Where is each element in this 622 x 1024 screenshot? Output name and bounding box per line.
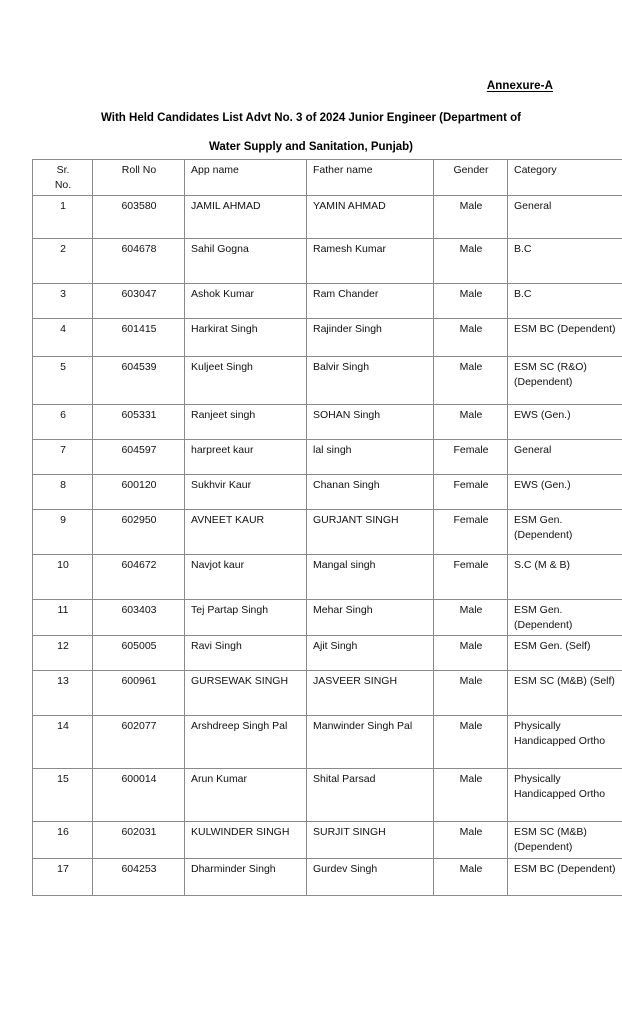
- cell-father-name: JASVEER SINGH: [307, 671, 434, 716]
- cell-sr-no: 11: [33, 600, 93, 636]
- cell-app-name: Sahil Gogna: [185, 239, 307, 284]
- cell-roll-no: 605005: [93, 636, 185, 671]
- cell-father-name: lal singh: [307, 440, 434, 475]
- table-header-row: [33, 160, 622, 196]
- cell-father-name: Ramesh Kumar: [307, 239, 434, 284]
- cell-sr-no: 3: [33, 284, 93, 319]
- cell-app-name: KULWINDER SINGH: [185, 822, 307, 859]
- cell-roll-no: 600014: [93, 769, 185, 822]
- cell-category: General: [508, 440, 622, 475]
- cell-sr-no: 2: [33, 239, 93, 284]
- table-row: [33, 239, 622, 284]
- annexure-label: Annexure-A: [486, 80, 553, 92]
- cell-roll-no: 604253: [93, 859, 185, 896]
- cell-gender: Female: [434, 475, 508, 510]
- column-header-app-name: App name: [185, 160, 307, 196]
- candidates-table: [32, 159, 622, 896]
- cell-father-name: YAMIN AHMAD: [307, 196, 434, 239]
- cell-father-name: Manwinder Singh Pal: [307, 716, 434, 769]
- cell-category: General: [508, 196, 622, 239]
- cell-app-name: Tej Partap Singh: [185, 600, 307, 636]
- cell-app-name: JAMIL AHMAD: [185, 196, 307, 239]
- page-title: [36, 104, 586, 162]
- cell-app-name: GURSEWAK SINGH: [185, 671, 307, 716]
- cell-gender: Male: [434, 822, 508, 859]
- cell-app-name: Harkirat Singh: [185, 319, 307, 357]
- cell-father-name: Balvir Singh: [307, 357, 434, 405]
- page-title-line-2: Water Supply and Sanitation, Punjab): [208, 141, 414, 153]
- table-row: [33, 822, 622, 859]
- cell-sr-no: 14: [33, 716, 93, 769]
- cell-sr-no: 4: [33, 319, 93, 357]
- table-row: [33, 405, 622, 440]
- cell-father-name: Shital Parsad: [307, 769, 434, 822]
- column-header-roll-no: Roll No: [93, 160, 185, 196]
- cell-app-name: Ravi Singh: [185, 636, 307, 671]
- cell-gender: Male: [434, 671, 508, 716]
- table-row: [33, 859, 622, 896]
- cell-category: S.C (M & B): [508, 555, 622, 600]
- cell-roll-no: 601415: [93, 319, 185, 357]
- cell-sr-no: 5: [33, 357, 93, 405]
- cell-roll-no: 603403: [93, 600, 185, 636]
- cell-category: EWS (Gen.): [508, 475, 622, 510]
- table-row: [33, 319, 622, 357]
- cell-app-name: Dharminder Singh: [185, 859, 307, 896]
- cell-gender: Female: [434, 555, 508, 600]
- cell-roll-no: 604678: [93, 239, 185, 284]
- table-row: [33, 284, 622, 319]
- cell-father-name: SURJIT SINGH: [307, 822, 434, 859]
- cell-app-name: Sukhvir Kaur: [185, 475, 307, 510]
- column-header-sr-no-line2: No.: [54, 178, 72, 191]
- cell-roll-no: 605331: [93, 405, 185, 440]
- cell-father-name: Mangal singh: [307, 555, 434, 600]
- table-row: [33, 636, 622, 671]
- cell-gender: Male: [434, 636, 508, 671]
- cell-roll-no: 604597: [93, 440, 185, 475]
- cell-gender: Male: [434, 600, 508, 636]
- cell-sr-no: 10: [33, 555, 93, 600]
- cell-category: Physically Handicapped Ortho: [508, 769, 622, 822]
- cell-sr-no: 12: [33, 636, 93, 671]
- cell-sr-no: 6: [33, 405, 93, 440]
- page-title-line-1: With Held Candidates List Advt No. 3 of 2024 Junior Engineer (Department of: [101, 112, 521, 124]
- cell-app-name: Navjot kaur: [185, 555, 307, 600]
- table-row: [33, 475, 622, 510]
- cell-app-name: Arshdreep Singh Pal: [185, 716, 307, 769]
- cell-app-name: Ranjeet singh: [185, 405, 307, 440]
- table-header: [33, 160, 622, 196]
- cell-roll-no: 600961: [93, 671, 185, 716]
- cell-gender: Male: [434, 859, 508, 896]
- cell-gender: Male: [434, 196, 508, 239]
- candidates-table-container: [32, 159, 616, 896]
- cell-category: Physically Handicapped Ortho: [508, 716, 622, 769]
- cell-sr-no: 15: [33, 769, 93, 822]
- cell-father-name: Ajit Singh: [307, 636, 434, 671]
- table-row: [33, 600, 622, 636]
- cell-roll-no: 604539: [93, 357, 185, 405]
- cell-category: ESM Gen. (Dependent): [508, 510, 622, 555]
- cell-gender: Male: [434, 769, 508, 822]
- cell-gender: Male: [434, 405, 508, 440]
- table-row: [33, 196, 622, 239]
- cell-gender: Female: [434, 510, 508, 555]
- cell-gender: Male: [434, 319, 508, 357]
- table-row: [33, 716, 622, 769]
- cell-roll-no: 602031: [93, 822, 185, 859]
- cell-roll-no: 604672: [93, 555, 185, 600]
- cell-roll-no: 603047: [93, 284, 185, 319]
- cell-category: ESM Gen. (Dependent): [508, 600, 622, 636]
- cell-gender: Male: [434, 239, 508, 284]
- cell-category: ESM Gen. (Self): [508, 636, 622, 671]
- cell-sr-no: 8: [33, 475, 93, 510]
- cell-category: B.C: [508, 239, 622, 284]
- cell-gender: Male: [434, 716, 508, 769]
- cell-app-name: Ashok Kumar: [185, 284, 307, 319]
- cell-father-name: Rajinder Singh: [307, 319, 434, 357]
- table-row: [33, 555, 622, 600]
- table-row: [33, 440, 622, 475]
- cell-sr-no: 16: [33, 822, 93, 859]
- cell-sr-no: 9: [33, 510, 93, 555]
- cell-father-name: SOHAN Singh: [307, 405, 434, 440]
- annexure-heading-row: [0, 76, 553, 94]
- table-row: [33, 769, 622, 822]
- column-header-father-name: Father name: [307, 160, 434, 196]
- cell-app-name: harpreet kaur: [185, 440, 307, 475]
- table-row: [33, 357, 622, 405]
- cell-sr-no: 17: [33, 859, 93, 896]
- column-header-category: Category: [508, 160, 622, 196]
- cell-gender: Female: [434, 440, 508, 475]
- cell-sr-no: 7: [33, 440, 93, 475]
- cell-category: ESM SC (R&O) (Dependent): [508, 357, 622, 405]
- table-row: [33, 671, 622, 716]
- cell-app-name: Arun Kumar: [185, 769, 307, 822]
- cell-app-name: Kuljeet Singh: [185, 357, 307, 405]
- cell-category: ESM BC (Dependent): [508, 319, 622, 357]
- cell-roll-no: 603580: [93, 196, 185, 239]
- cell-father-name: Chanan Singh: [307, 475, 434, 510]
- table-row: [33, 510, 622, 555]
- cell-app-name: AVNEET KAUR: [185, 510, 307, 555]
- column-header-sr-no: [33, 160, 93, 196]
- cell-category: ESM BC (Dependent): [508, 859, 622, 896]
- cell-category: EWS (Gen.): [508, 405, 622, 440]
- cell-gender: Male: [434, 357, 508, 405]
- column-header-sr-no-line1: Sr.: [56, 164, 70, 176]
- cell-father-name: Ram Chander: [307, 284, 434, 319]
- cell-father-name: GURJANT SINGH: [307, 510, 434, 555]
- cell-roll-no: 602950: [93, 510, 185, 555]
- cell-category: ESM SC (M&B) (Self): [508, 671, 622, 716]
- cell-gender: Male: [434, 284, 508, 319]
- cell-father-name: Mehar Singh: [307, 600, 434, 636]
- column-header-gender: Gender: [434, 160, 508, 196]
- cell-sr-no: 13: [33, 671, 93, 716]
- cell-roll-no: 602077: [93, 716, 185, 769]
- cell-sr-no: 1: [33, 196, 93, 239]
- cell-category: B.C: [508, 284, 622, 319]
- table-body: [33, 196, 622, 896]
- cell-category: ESM SC (M&B) (Dependent): [508, 822, 622, 859]
- cell-roll-no: 600120: [93, 475, 185, 510]
- cell-father-name: Gurdev Singh: [307, 859, 434, 896]
